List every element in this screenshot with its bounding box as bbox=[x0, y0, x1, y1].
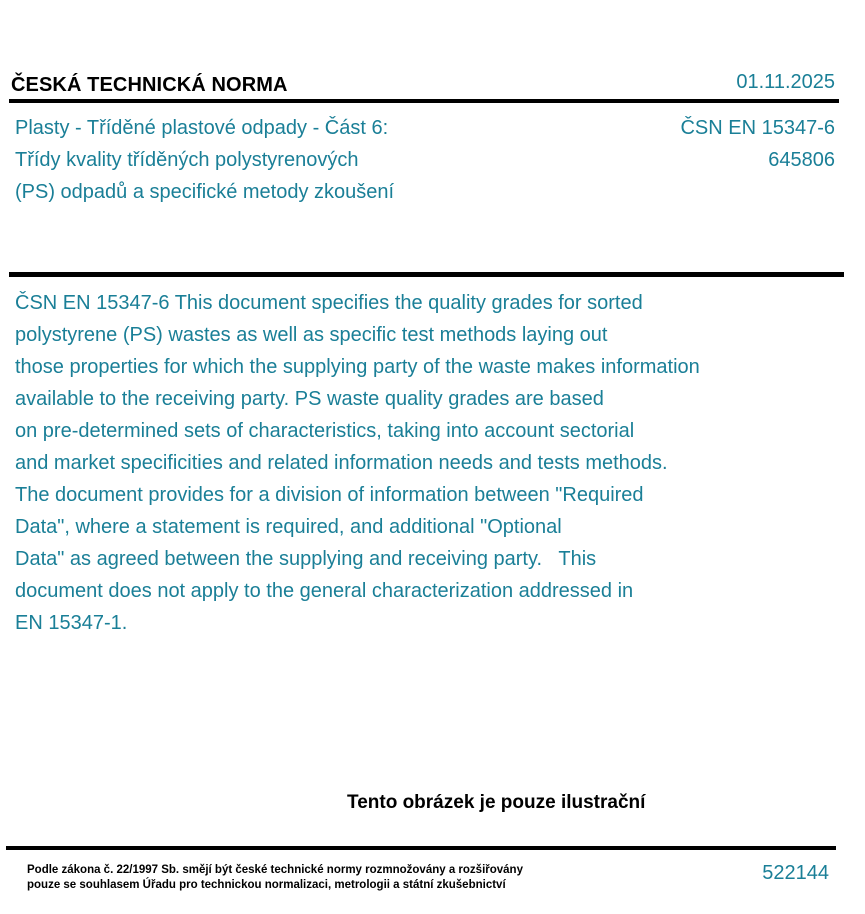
section-divider bbox=[9, 272, 844, 277]
standard-title-line: Třídy kvality tříděných polystyrenových bbox=[15, 149, 359, 171]
abstract-line: The document provides for a division of information between "Required bbox=[15, 484, 644, 506]
footer-divider bbox=[6, 846, 836, 850]
standard-title-line: Plasty - Tříděné plastové odpady - Část 6: bbox=[15, 117, 389, 139]
abstract-line: Data" as agreed between the supplying and receiving party. This bbox=[15, 548, 597, 570]
abstract-line: available to the receiving party. PS waste quality grades are based bbox=[15, 388, 604, 410]
abstract-line: on pre-determined sets of characteristics, taking into account sectorial bbox=[15, 420, 635, 442]
abstract-line: ČSN EN 15347-6 This document specifies the quality grades for sorted bbox=[15, 292, 643, 314]
abstract-line: EN 15347-1. bbox=[15, 612, 128, 634]
abstract-line: document does not apply to the general characterization addressed in bbox=[15, 580, 634, 602]
abstract-line: and market specificities and related information needs and tests methods. bbox=[15, 452, 668, 474]
illustration-note: Tento obrázek je pouze ilustrační bbox=[347, 792, 646, 813]
footer-code: 522144 bbox=[762, 862, 829, 884]
legal-notice-line: Podle zákona č. 22/1997 Sb. smějí být české technické normy rozmnožovány a rozšiřovány bbox=[27, 864, 523, 876]
issue-date: 01.11.2025 bbox=[736, 71, 835, 93]
header-divider bbox=[9, 99, 839, 103]
standard-number: 645806 bbox=[768, 149, 835, 171]
abstract-line: polystyrene (PS) wastes as well as specific test methods laying out bbox=[15, 324, 608, 346]
standard-code: ČSN EN 15347-6 bbox=[680, 117, 835, 139]
document-type-title: ČESKÁ TECHNICKÁ NORMA bbox=[11, 74, 288, 96]
abstract-line: Data", where a statement is required, and additional "Optional bbox=[15, 516, 562, 538]
legal-notice-line: pouze se souhlasem Úřadu pro technickou normalizaci, metrologii a státní zkušebnictví bbox=[27, 879, 506, 891]
standard-title-line: (PS) odpadů a specifické metody zkoušení bbox=[15, 181, 395, 203]
abstract-line: those properties for which the supplying party of the waste makes information bbox=[15, 356, 700, 378]
